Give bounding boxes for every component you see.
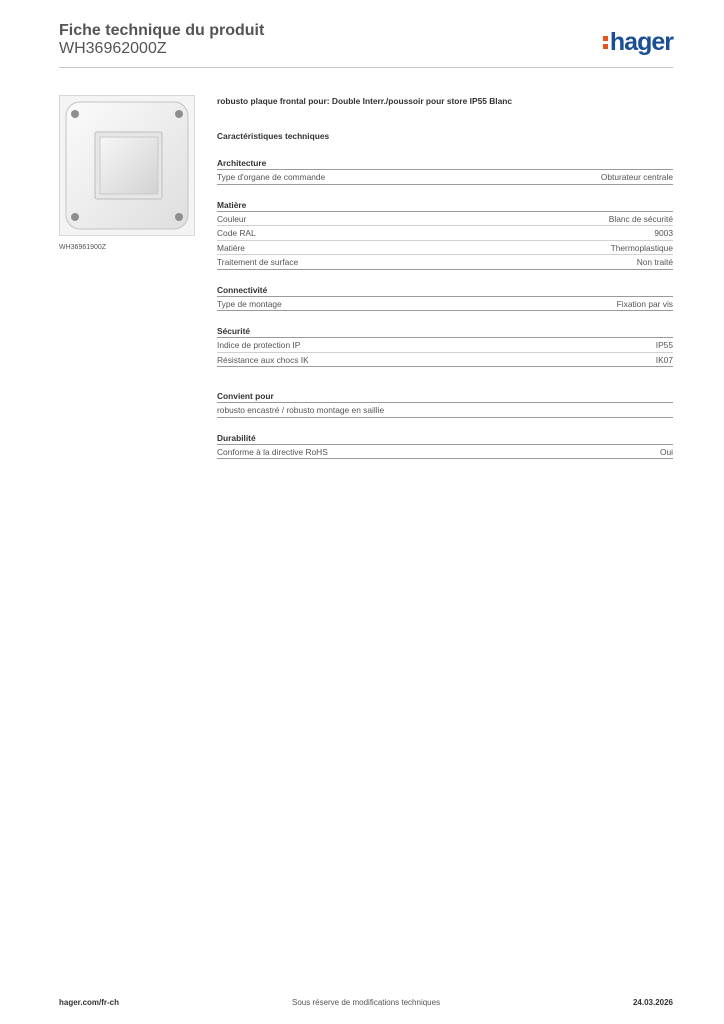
footer-date: 24.03.2026	[632, 998, 673, 1007]
section-title: Connectivité	[217, 284, 673, 297]
spec-label: Traitement de surface	[217, 257, 299, 267]
spec-row	[217, 403, 673, 418]
hager-logo	[603, 28, 673, 57]
product-code: WH36962000Z	[59, 40, 167, 57]
spec-label: Conforme à la directive RoHS	[217, 446, 328, 457]
spec-label: Couleur	[217, 213, 247, 224]
spec-value: Obturateur centrale	[600, 172, 673, 182]
spec-value: Oui	[659, 446, 673, 457]
section-title: Convient pour	[217, 390, 673, 403]
spec-label: Indice de protection IP	[217, 340, 301, 350]
spec-value: IP55	[655, 340, 673, 350]
spec-label: Résistance aux chocs IK	[217, 354, 309, 365]
spec-row	[217, 353, 673, 368]
switch-plate-illustration	[60, 96, 194, 235]
spec-row	[217, 241, 673, 256]
spec-label: Matière	[217, 242, 245, 253]
spec-value: IK07	[655, 354, 673, 365]
spec-value: Fixation par vis	[616, 298, 673, 309]
section-safety	[217, 325, 673, 367]
logo-text: hager	[609, 28, 673, 56]
product-description: robusto plaque frontal pour: Double Interr./poussoir pour store IP55 Blanc	[217, 96, 513, 106]
section-architecture	[217, 157, 673, 185]
spec-value: Thermoplastique	[610, 242, 673, 253]
spec-value: Non traité	[636, 257, 673, 267]
product-image	[59, 95, 195, 236]
section-title: Sécurité	[217, 325, 673, 338]
page-title: Fiche technique du produit	[59, 22, 265, 39]
spec-row	[217, 170, 673, 185]
footer-website-link[interactable]: hager.com/fr-ch	[59, 998, 120, 1007]
footer-disclaimer: Sous réserve de modifications techniques	[292, 998, 441, 1007]
spec-label: Type d'organe de commande	[217, 172, 326, 182]
spec-label: robusto encastré / robusto montage en saillie	[217, 405, 385, 415]
section-material	[217, 199, 673, 270]
spec-row	[217, 297, 673, 312]
spec-value: 9003	[654, 228, 673, 238]
section-connectivity	[217, 284, 673, 312]
logo-dots-icon	[603, 36, 608, 49]
spec-content	[217, 96, 673, 459]
spec-row	[217, 445, 673, 460]
spec-label: Code RAL	[217, 228, 256, 238]
spec-row	[217, 255, 673, 270]
page-header	[59, 22, 673, 68]
section-suitable-for	[217, 390, 673, 418]
image-caption: WH36961900Z	[59, 244, 107, 251]
section-title: Architecture	[217, 157, 673, 170]
section-title: Matière	[217, 199, 673, 212]
spec-value: Blanc de sécurité	[608, 213, 673, 224]
spec-row	[217, 212, 673, 227]
section-title: Durabilité	[217, 432, 673, 445]
spec-row	[217, 226, 673, 241]
section-sustainability	[217, 432, 673, 460]
spec-label: Type de montage	[217, 298, 282, 309]
spec-row	[217, 338, 673, 353]
tech-specs-title: Caractéristiques techniques	[217, 131, 330, 141]
